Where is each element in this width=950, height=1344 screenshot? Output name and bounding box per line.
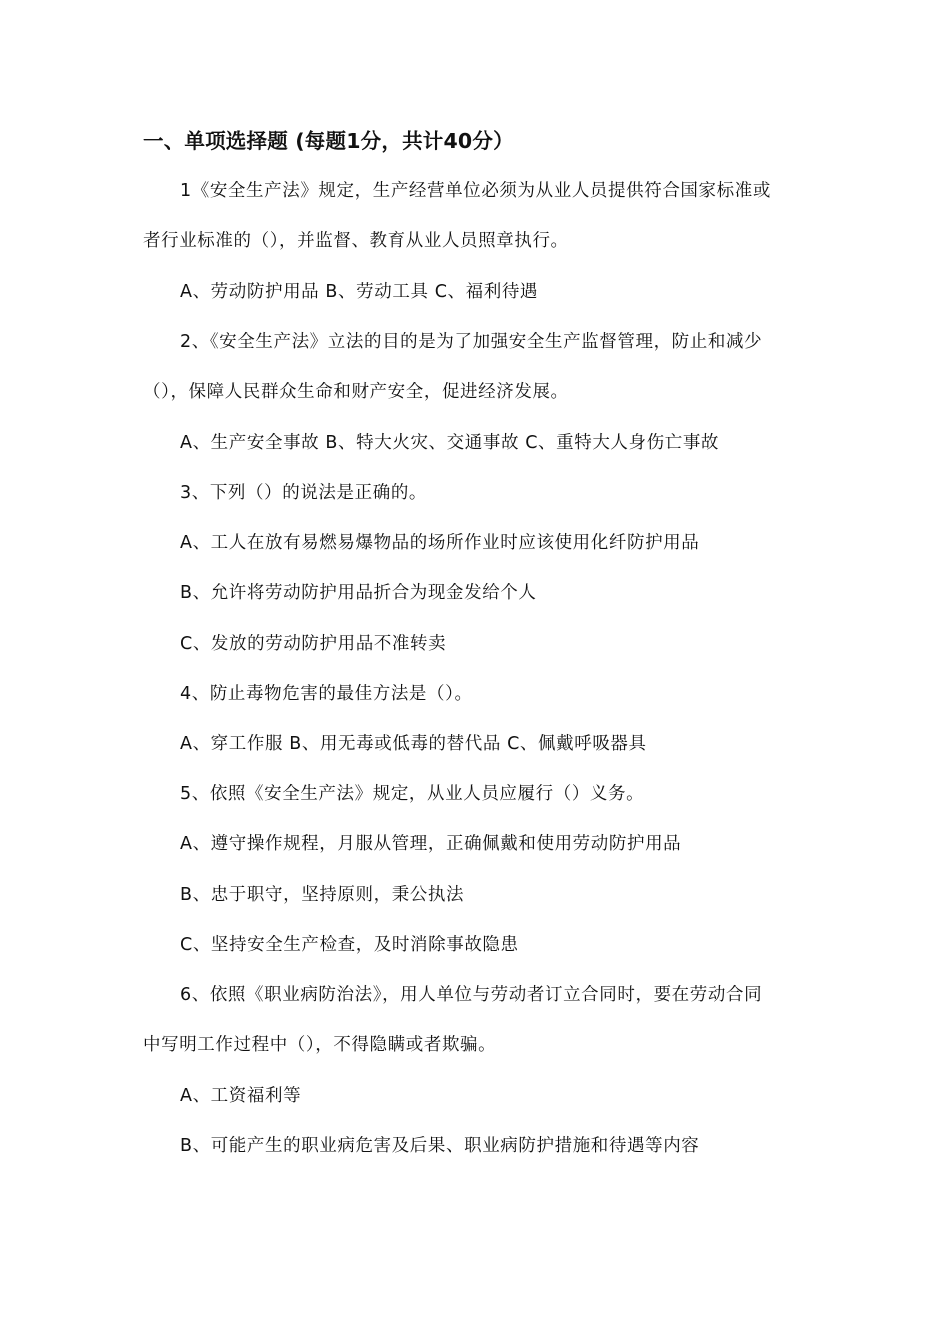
question-6-option-a: A、工资福利等 <box>180 1086 302 1106</box>
question-5-option-c: C、坚持安全生产检查，及时消除事故隐患 <box>180 935 519 955</box>
question-6-text-cont: 中写明工作过程中（），不得隐瞒或者欺骗。 <box>143 1035 497 1055</box>
section-heading: 一、单项选择题 (每题1分，共计40分） <box>143 129 514 153</box>
question-2-text: 2、《安全生产法》立法的目的是为了加强安全生产监督管理，防止和减少 <box>180 332 763 352</box>
question-3-option-b: B、允许将劳动防护用品折合为现金发给个人 <box>180 583 537 603</box>
question-4-text: 4、防止毒物危害的最佳方法是（）。 <box>180 684 473 704</box>
question-5-option-a: A、遵守操作规程，月服从管理，正确佩戴和使用劳动防护用品 <box>180 834 682 854</box>
question-3-text: 3、下列（）的说法是正确的。 <box>180 483 428 503</box>
question-1-options: A、劳动防护用品 B、劳动工具 C、福利待遇 <box>180 282 539 302</box>
question-1-text: 1《安全生产法》规定，生产经营单位必须为从业人员提供符合国家标准或 <box>180 181 771 201</box>
question-6-option-b: B、可能产生的职业病危害及后果、职业病防护措施和待遇等内容 <box>180 1136 700 1156</box>
question-5-option-b: B、忠于职守，坚持原则，秉公执法 <box>180 885 465 905</box>
question-3-option-c: C、发放的劳动防护用品不准转卖 <box>180 634 447 654</box>
question-4-options: A、穿工作服 B、用无毒或低毒的替代品 C、佩戴呼吸器具 <box>180 734 647 754</box>
question-3-option-a: A、工人在放有易燃易爆物品的场所作业时应该使用化纤防护用品 <box>180 533 700 553</box>
question-6-text: 6、依照《职业病防治法》，用人单位与劳动者订立合同时，要在劳动合同 <box>180 985 763 1005</box>
question-2-options: A、生产安全事故 B、特大火灾、交通事故 C、重特大人身伤亡事故 <box>180 433 720 453</box>
question-1-text-cont: 者行业标准的（），并监督、教育从业人员照章执行。 <box>143 231 569 251</box>
question-5-text: 5、依照《安全生产法》规定，从业人员应履行（）义务。 <box>180 784 645 804</box>
question-2-text-cont: （），保障人民群众生命和财产安全，促进经济发展。 <box>143 382 569 402</box>
